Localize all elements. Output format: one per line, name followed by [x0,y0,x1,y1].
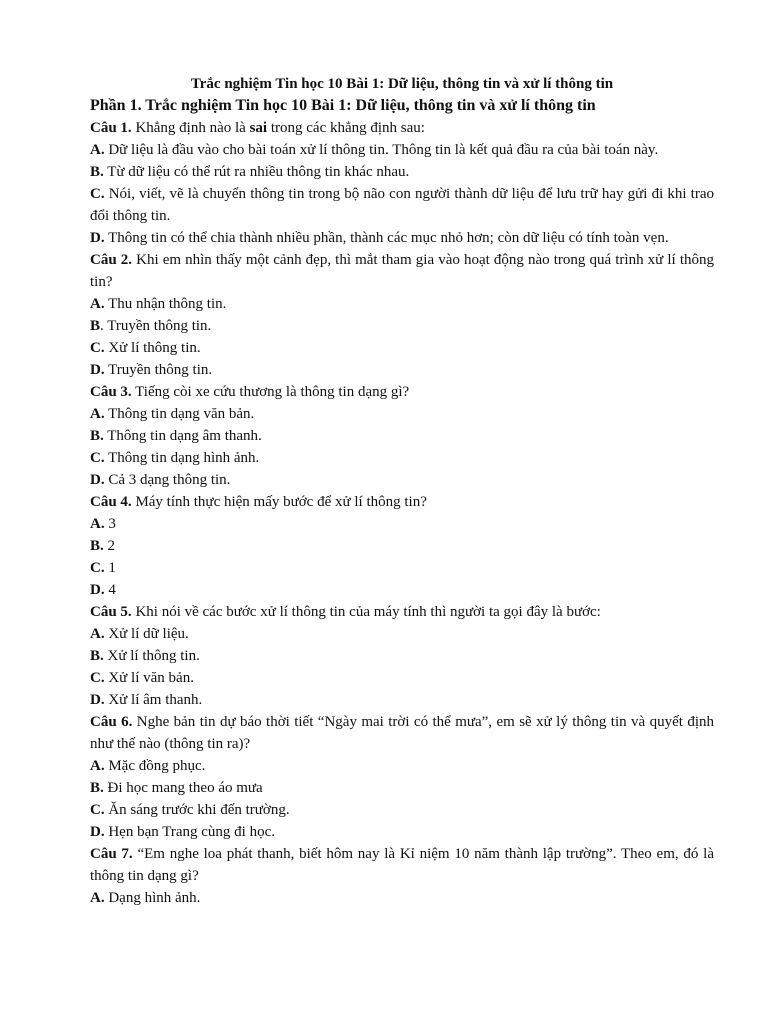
option-text: Truyền thông tin. [104,362,213,378]
option-text: Thông tin dạng văn bản. [104,406,255,422]
option-label: C. [90,186,105,202]
question-4-option-b [90,535,714,557]
question-2-option-a [90,293,714,315]
option-label: B. [90,648,104,664]
option-label: D. [90,692,105,708]
question-3-option-d [90,469,714,491]
option-text: Cả 3 dạng thông tin. [104,472,231,488]
option-label: B. [90,164,104,180]
question-4-option-a [90,513,714,535]
option-text: Thu nhận thông tin. [104,296,227,312]
question-text: Khẳng định nào là [131,120,250,136]
question-text: Khi nói về các bước xử lí thông tin của máy tính thì người ta gọi đây là bước: [131,604,601,620]
option-label: C. [90,802,105,818]
option-text: 1 [104,560,116,576]
option-label: A. [90,516,105,532]
option-label: D. [90,582,105,598]
option-text: Mặc đồng phục. [104,758,206,774]
question-text: Tiếng còi xe cứu thương là thông tin dạng gì? [131,384,410,400]
question-5-option-c [90,667,714,689]
option-text: Xử lí thông tin. [103,648,200,664]
question-6-option-c [90,799,714,821]
option-label: B. [90,780,104,796]
option-label: D. [90,230,105,246]
option-label: B [90,318,101,334]
question-3-option-c [90,447,714,469]
option-text: 3 [104,516,116,532]
option-text: Dữ liệu là đầu vào cho bài toán xử lí thông tin. Thông tin là kết quả đầu ra của bài toán này. [104,142,659,158]
question-5-option-b [90,645,714,667]
question-7-option-a [90,887,714,909]
option-text: Thông tin dạng âm thanh. [103,428,262,444]
section-heading: Phần 1. Trắc nghiệm Tin học 10 Bài 1: Dữ liệu, thông tin và xử lí thông tin [90,97,596,114]
question-label: Câu 7. [90,846,133,862]
question-1-option-c [90,183,714,227]
option-label: A. [90,296,105,312]
question-label: Câu 2. [90,252,133,268]
option-label: C. [90,560,105,576]
question-text: Nghe bản tin dự báo thời tiết “Ngày mai trời có thể mưa”, em sẽ xử lý thông tin và quyết định như thế nào (thông tin ra)? [90,714,714,752]
question-7 [90,843,714,887]
option-label: D. [90,824,105,840]
option-text: Thông tin dạng hình ảnh. [104,450,260,466]
option-label: D. [90,472,105,488]
option-text: Xử lí âm thanh. [104,692,203,708]
question-6-option-a [90,755,714,777]
question-2 [90,249,714,293]
question-1 [90,117,714,139]
option-text: Hẹn bạn Trang cùng đi học. [104,824,275,840]
option-text: Từ dữ liệu có thể rút ra nhiều thông tin khác nhau. [103,164,410,180]
option-text: Xử lí dữ liệu. [104,626,189,642]
question-4 [90,491,714,513]
document-title: Trắc nghiệm Tin học 10 Bài 1: Dữ liệu, thông tin và xử lí thông tin [190,76,614,92]
option-text: Đi học mang theo áo mưa [103,780,263,796]
question-1-option-d [90,227,714,249]
option-label: C. [90,670,105,686]
question-label: Câu 3. [90,384,132,400]
option-label: A. [90,890,105,906]
question-label: Câu 4. [90,494,132,510]
option-label: A. [90,626,105,642]
question-4-option-d [90,579,714,601]
option-label: A. [90,758,105,774]
question-3-option-b [90,425,714,447]
option-label: D. [90,362,105,378]
question-1-option-a [90,139,714,161]
option-label: C. [90,450,105,466]
question-3-option-a [90,403,714,425]
document-page [90,73,714,909]
option-text: Ăn sáng trước khi đến trường. [104,802,290,818]
question-text: trong các khẳng định sau: [267,120,425,136]
question-2-option-d [90,359,714,381]
option-text: 4 [104,582,116,598]
question-3 [90,381,714,403]
option-text: 2 [103,538,116,554]
question-text: Khi em nhìn thấy một cảnh đẹp, thì mắt tham gia vào hoạt động nào trong quá trình xử lí thông tin? [90,252,714,290]
question-5 [90,601,714,623]
question-label: Câu 1. [90,120,132,136]
question-5-option-a [90,623,714,645]
question-2-option-c [90,337,714,359]
option-label: C. [90,340,105,356]
question-6-option-d [90,821,714,843]
option-label: A. [90,406,105,422]
question-6 [90,711,714,755]
question-5-option-d [90,689,714,711]
question-1-option-b [90,161,714,183]
option-text: Xử lí văn bản. [104,670,194,686]
option-text: Nói, viết, vẽ là chuyển thông tin trong bộ não con người thành dữ liệu để lưu trữ hay gửi đi khi trao đổi thông tin. [90,186,714,224]
option-label: A. [90,142,105,158]
option-label: B. [90,538,104,554]
option-text: Xử lí thông tin. [104,340,201,356]
question-emphasis: sai [249,120,268,136]
question-text: “Em nghe loa phát thanh, biết hôm nay là Kỉ niệm 10 năm thành lập trường”. Theo em, đó là thông tin dạng gì? [90,846,714,884]
option-text: Dạng hình ảnh. [104,890,201,906]
question-text: Máy tính thực hiện mấy bước để xử lí thông tin? [131,494,427,510]
question-4-option-c [90,557,714,579]
option-text: . Truyền thông tin. [100,318,212,334]
question-2-option-b [90,315,714,337]
question-6-option-b [90,777,714,799]
question-label: Câu 6. [90,714,133,730]
option-label: B. [90,428,104,444]
question-label: Câu 5. [90,604,132,620]
option-text: Thông tin có thể chia thành nhiều phần, thành các mục nhỏ hơn; còn dữ liệu có tính toàn vẹn. [104,230,669,246]
